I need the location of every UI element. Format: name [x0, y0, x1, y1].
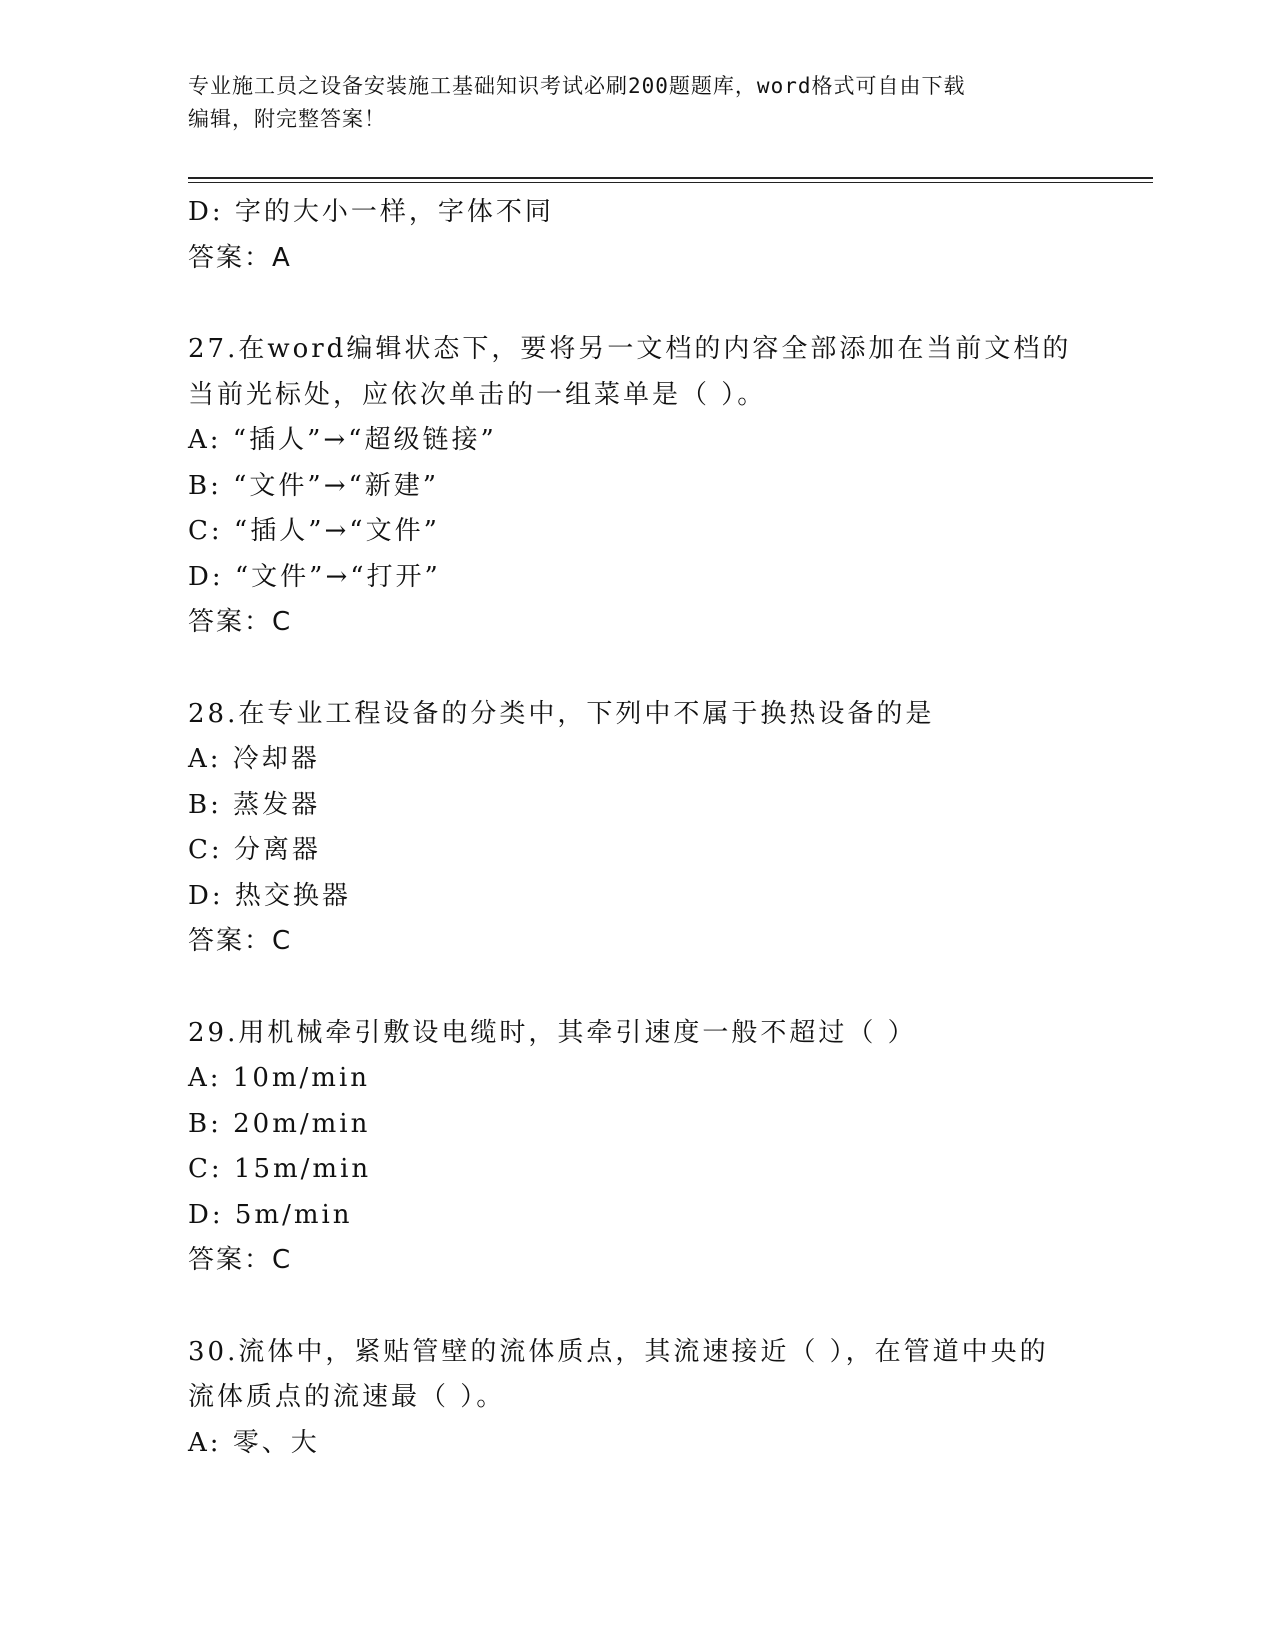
spacer [188, 965, 1088, 1011]
question-30 [188, 1330, 1088, 1467]
question-stem-line: 30.流体中，紧贴管壁的流体质点，其流速接近（ ），在管道中央的 [188, 1336, 1049, 1367]
option-b: B: 蒸发器 [188, 789, 321, 820]
option-a: A: “插人”→“超级链接” [188, 425, 497, 455]
question-28 [188, 692, 1088, 965]
question-stem-line: 27.在word编辑状态下，要将另一文档的内容全部添加在当前文档的 [188, 334, 1072, 364]
option-d: D: 5m/min [188, 1199, 353, 1230]
option-c: C: 15m/min [188, 1154, 372, 1184]
option-d: D: 字的大小一样，字体不同 [188, 197, 554, 227]
answer-line: 答案：C [188, 926, 293, 956]
spacer [188, 646, 1088, 692]
header-title-line-2: 编辑，附完整答案！ [188, 107, 386, 131]
option-d: D: “文件”→“打开” [188, 561, 441, 592]
spacer [188, 1284, 1088, 1330]
question-27 [188, 327, 1088, 646]
spacer [188, 281, 1088, 327]
question-29 [188, 1011, 1088, 1284]
answer-line: 答案：C [188, 607, 293, 637]
question-content [188, 190, 1088, 1466]
option-d: D: 热交换器 [188, 880, 351, 911]
option-c: C: 分离器 [188, 835, 321, 865]
option-b: B: 20m/min [188, 1108, 371, 1139]
question-stem-line: 当前光标处，应依次单击的一组菜单是（ ）。 [188, 379, 767, 410]
option-b: B: “文件”→“新建” [188, 470, 440, 501]
page-header [188, 70, 1088, 136]
question-26-tail [188, 190, 1088, 281]
option-a: A: 冷却器 [188, 744, 320, 774]
question-stem-line: 29.用机械牵引敷设电缆时，其牵引速度一般不超过（ ） [188, 1017, 917, 1048]
question-stem-line: 流体质点的流速最（ ）。 [188, 1382, 506, 1412]
answer-line: 答案：C [188, 1245, 293, 1275]
header-divider-thick [188, 177, 1153, 179]
option-a: A: 10m/min [188, 1063, 371, 1093]
answer-line: 答案：A [188, 242, 292, 273]
header-title-line-1: 专业施工员之设备安装施工基础知识考试必刷200题题库，word格式可自由下载 [188, 74, 966, 98]
question-stem-line: 28.在专业工程设备的分类中，下列中不属于换热设备的是 [188, 698, 935, 729]
option-c: C: “插人”→“文件” [188, 516, 440, 546]
option-a: A: 零、大 [188, 1427, 320, 1458]
header-divider-thin [188, 182, 1153, 183]
